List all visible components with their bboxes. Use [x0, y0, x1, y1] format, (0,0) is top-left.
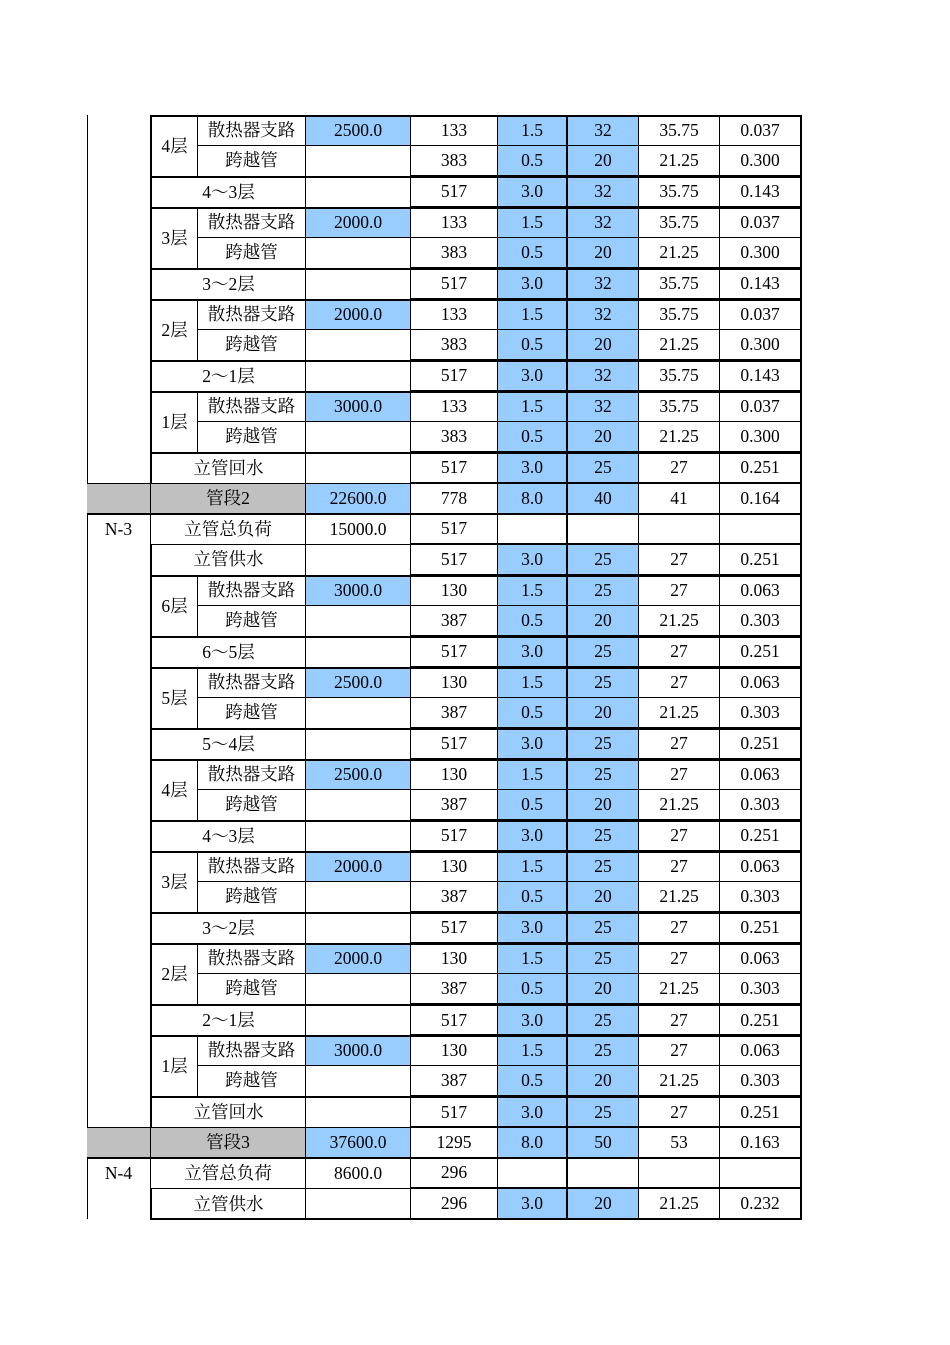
velocity-value: 8.0	[497, 483, 566, 514]
friction-value: 0.303	[719, 790, 802, 821]
radiator-branch-label: 散热器支路	[197, 667, 305, 698]
flow-value: 387	[410, 882, 497, 913]
row-label: 5～4层	[150, 728, 305, 759]
row-label: 2～1层	[150, 1004, 305, 1035]
flow-value: 130	[410, 759, 497, 790]
flow-value: 387	[410, 790, 497, 821]
inner-diameter-value: 27	[638, 820, 719, 851]
bypass-label: 跨越管	[197, 238, 305, 269]
riser-group-label: N-4	[87, 1158, 150, 1189]
radiator-branch-label: 散热器支路	[197, 851, 305, 882]
empty-cell	[638, 1158, 719, 1189]
radiator-load: 2000.0	[305, 851, 410, 882]
friction-value: 0.063	[719, 759, 802, 790]
table-bottom-border	[150, 1218, 802, 1220]
empty-load	[305, 912, 410, 943]
inner-diameter-value: 21.25	[638, 330, 719, 361]
velocity-value: 0.5	[497, 422, 566, 453]
velocity-value: 0.5	[497, 330, 566, 361]
pipe-dn-value: 20	[566, 1188, 638, 1219]
row-label: 3～2层	[150, 912, 305, 943]
velocity-value: 3.0	[497, 1096, 566, 1127]
inner-diameter-value: 21.25	[638, 698, 719, 729]
empty-load	[305, 882, 410, 913]
radiator-branch-label: 散热器支路	[197, 391, 305, 422]
inner-diameter-value: 27	[638, 728, 719, 759]
flow-value: 517	[410, 514, 497, 545]
friction-value: 0.300	[719, 146, 802, 177]
inner-diameter-value: 21.25	[638, 882, 719, 913]
radiator-branch-label: 散热器支路	[197, 943, 305, 974]
flow-value: 1295	[410, 1127, 497, 1158]
empty-load	[305, 146, 410, 177]
velocity-value: 0.5	[497, 238, 566, 269]
inner-diameter-value: 35.75	[638, 391, 719, 422]
pipe-dn-value: 32	[566, 268, 638, 299]
pipe-dn-value: 20	[566, 974, 638, 1005]
friction-value: 0.063	[719, 1035, 802, 1066]
inner-diameter-value: 21.25	[638, 146, 719, 177]
friction-value: 0.143	[719, 176, 802, 207]
floor-label: 5层	[150, 667, 197, 728]
friction-value: 0.143	[719, 360, 802, 391]
empty-load	[305, 422, 410, 453]
velocity-value: 3.0	[497, 360, 566, 391]
floor-label: 1层	[150, 1035, 197, 1096]
velocity-value: 1.5	[497, 759, 566, 790]
velocity-value: 0.5	[497, 790, 566, 821]
friction-value: 0.251	[719, 544, 802, 575]
flow-value: 517	[410, 360, 497, 391]
empty-load	[305, 1066, 410, 1097]
pipe-dn-value: 25	[566, 544, 638, 575]
pipe-dn-value: 20	[566, 790, 638, 821]
inner-diameter-value: 35.75	[638, 115, 719, 146]
bypass-label: 跨越管	[197, 974, 305, 1005]
friction-value: 0.251	[719, 1004, 802, 1035]
empty-load	[305, 176, 410, 207]
flow-value: 387	[410, 698, 497, 729]
velocity-value: 3.0	[497, 268, 566, 299]
radiator-branch-label: 散热器支路	[197, 115, 305, 146]
flow-value: 130	[410, 851, 497, 882]
flow-value: 130	[410, 667, 497, 698]
pipe-dn-value: 25	[566, 1004, 638, 1035]
floor-label: 3层	[150, 207, 197, 268]
pipe-dn-value: 25	[566, 728, 638, 759]
friction-value: 0.303	[719, 1066, 802, 1097]
velocity-value: 3.0	[497, 1004, 566, 1035]
friction-value: 0.300	[719, 422, 802, 453]
flow-value: 130	[410, 575, 497, 606]
radiator-load: 3000.0	[305, 1035, 410, 1066]
inner-diameter-value: 35.75	[638, 360, 719, 391]
empty-cell	[719, 1158, 802, 1189]
row-label: 立管总负荷	[150, 514, 305, 545]
row-label: 立管回水	[150, 1096, 305, 1127]
radiator-branch-label: 散热器支路	[197, 575, 305, 606]
pipe-dn-value: 25	[566, 759, 638, 790]
inner-diameter-value: 27	[638, 1004, 719, 1035]
inner-diameter-value: 27	[638, 1096, 719, 1127]
flow-value: 133	[410, 207, 497, 238]
flow-value: 517	[410, 820, 497, 851]
empty-load	[305, 544, 410, 575]
pipe-dn-value: 20	[566, 238, 638, 269]
bypass-label: 跨越管	[197, 606, 305, 637]
table-left-border	[87, 115, 88, 1219]
inner-diameter-value: 21.25	[638, 1188, 719, 1219]
velocity-value: 3.0	[497, 912, 566, 943]
total-load: 15000.0	[305, 514, 410, 545]
friction-value: 0.251	[719, 636, 802, 667]
friction-value: 0.251	[719, 1096, 802, 1127]
friction-value: 0.303	[719, 698, 802, 729]
pipe-dn-value: 32	[566, 391, 638, 422]
pipe-dn-value: 40	[566, 483, 638, 514]
friction-value: 0.143	[719, 268, 802, 299]
segment-gray-cell	[87, 483, 150, 514]
friction-value: 0.164	[719, 483, 802, 514]
velocity-value: 3.0	[497, 728, 566, 759]
inner-diameter-value: 27	[638, 575, 719, 606]
flow-value: 387	[410, 1066, 497, 1097]
pipe-dn-value: 25	[566, 1096, 638, 1127]
flow-value: 133	[410, 115, 497, 146]
empty-cell	[497, 514, 566, 545]
velocity-value: 3.0	[497, 636, 566, 667]
radiator-load: 2500.0	[305, 759, 410, 790]
empty-load	[305, 330, 410, 361]
inner-diameter-value: 27	[638, 452, 719, 483]
floor-label: 3层	[150, 851, 197, 912]
flow-value: 296	[410, 1188, 497, 1219]
row-label: 4～3层	[150, 820, 305, 851]
friction-value: 0.063	[719, 943, 802, 974]
empty-load	[305, 974, 410, 1005]
friction-value: 0.063	[719, 667, 802, 698]
pipe-dn-value: 20	[566, 882, 638, 913]
radiator-load: 2500.0	[305, 667, 410, 698]
flow-value: 130	[410, 1035, 497, 1066]
velocity-value: 8.0	[497, 1127, 566, 1158]
empty-load	[305, 1004, 410, 1035]
row-label: 立管供水	[150, 544, 305, 575]
pipe-dn-value: 25	[566, 912, 638, 943]
inner-diameter-value: 41	[638, 483, 719, 514]
flow-value: 130	[410, 943, 497, 974]
empty-cell	[566, 1158, 638, 1189]
flow-value: 133	[410, 299, 497, 330]
empty-load	[305, 606, 410, 637]
empty-cell	[497, 1158, 566, 1189]
inner-diameter-value: 35.75	[638, 268, 719, 299]
inner-diameter-value: 21.25	[638, 422, 719, 453]
velocity-value: 3.0	[497, 544, 566, 575]
pipe-dn-value: 20	[566, 698, 638, 729]
radiator-branch-label: 散热器支路	[197, 207, 305, 238]
inner-diameter-value: 27	[638, 667, 719, 698]
velocity-value: 0.5	[497, 882, 566, 913]
friction-value: 0.251	[719, 452, 802, 483]
inner-diameter-value: 27	[638, 1035, 719, 1066]
inner-diameter-value: 21.25	[638, 974, 719, 1005]
radiator-branch-label: 散热器支路	[197, 299, 305, 330]
row-label: 2～1层	[150, 360, 305, 391]
friction-value: 0.251	[719, 912, 802, 943]
pipe-dn-value: 20	[566, 422, 638, 453]
empty-load	[305, 360, 410, 391]
pipe-dn-value: 25	[566, 820, 638, 851]
flow-value: 383	[410, 422, 497, 453]
friction-value: 0.063	[719, 851, 802, 882]
row-label: 4～3层	[150, 176, 305, 207]
riser-group-label: N-3	[87, 514, 150, 545]
pipe-dn-value: 25	[566, 943, 638, 974]
row-label: 3～2层	[150, 268, 305, 299]
friction-value: 0.303	[719, 974, 802, 1005]
pipe-dn-value: 32	[566, 176, 638, 207]
pipe-dn-value: 32	[566, 115, 638, 146]
pipe-dn-value: 20	[566, 146, 638, 177]
pipe-dn-value: 20	[566, 330, 638, 361]
inner-diameter-value: 27	[638, 759, 719, 790]
radiator-branch-label: 散热器支路	[197, 1035, 305, 1066]
velocity-value: 1.5	[497, 207, 566, 238]
bypass-label: 跨越管	[197, 422, 305, 453]
flow-value: 517	[410, 452, 497, 483]
flow-value: 387	[410, 606, 497, 637]
friction-value: 0.037	[719, 115, 802, 146]
floor-label: 2层	[150, 943, 197, 1004]
segment-label: 管段2	[150, 483, 305, 514]
inner-diameter-value: 21.25	[638, 238, 719, 269]
bypass-label: 跨越管	[197, 330, 305, 361]
segment-load: 22600.0	[305, 483, 410, 514]
empty-load	[305, 790, 410, 821]
velocity-value: 0.5	[497, 698, 566, 729]
empty-load	[305, 1096, 410, 1127]
row-label: 立管总负荷	[150, 1158, 305, 1189]
inner-diameter-value: 35.75	[638, 207, 719, 238]
flow-value: 517	[410, 1004, 497, 1035]
radiator-load: 2500.0	[305, 115, 410, 146]
empty-load	[305, 636, 410, 667]
velocity-value: 3.0	[497, 820, 566, 851]
inner-diameter-value: 27	[638, 912, 719, 943]
inner-diameter-value: 21.25	[638, 606, 719, 637]
inner-diameter-value: 35.75	[638, 299, 719, 330]
friction-value: 0.037	[719, 207, 802, 238]
friction-value: 0.300	[719, 330, 802, 361]
friction-value: 0.300	[719, 238, 802, 269]
friction-value: 0.037	[719, 391, 802, 422]
friction-value: 0.251	[719, 820, 802, 851]
velocity-value: 1.5	[497, 575, 566, 606]
empty-load	[305, 268, 410, 299]
empty-load	[305, 728, 410, 759]
flow-value: 383	[410, 146, 497, 177]
velocity-value: 1.5	[497, 851, 566, 882]
flow-value: 778	[410, 483, 497, 514]
friction-value: 0.163	[719, 1127, 802, 1158]
pipe-dn-value: 25	[566, 851, 638, 882]
empty-cell	[638, 514, 719, 545]
floor-label: 4层	[150, 759, 197, 820]
empty-load	[305, 452, 410, 483]
flow-value: 517	[410, 728, 497, 759]
row-label: 立管供水	[150, 1188, 305, 1219]
velocity-value: 1.5	[497, 391, 566, 422]
radiator-load: 2000.0	[305, 943, 410, 974]
flow-value: 517	[410, 268, 497, 299]
segment-load: 37600.0	[305, 1127, 410, 1158]
velocity-value: 1.5	[497, 943, 566, 974]
inner-diameter-value: 21.25	[638, 1066, 719, 1097]
pipe-dn-value: 50	[566, 1127, 638, 1158]
friction-value: 0.251	[719, 728, 802, 759]
velocity-value: 1.5	[497, 667, 566, 698]
inner-diameter-value: 53	[638, 1127, 719, 1158]
total-load: 8600.0	[305, 1158, 410, 1189]
bypass-label: 跨越管	[197, 790, 305, 821]
inner-diameter-value: 27	[638, 544, 719, 575]
pipe-dn-value: 25	[566, 575, 638, 606]
empty-cell	[719, 514, 802, 545]
friction-value: 0.303	[719, 606, 802, 637]
velocity-value: 3.0	[497, 176, 566, 207]
velocity-value: 1.5	[497, 115, 566, 146]
pipe-dn-value: 32	[566, 360, 638, 391]
velocity-value: 0.5	[497, 974, 566, 1005]
inner-diameter-value: 35.75	[638, 176, 719, 207]
flow-value: 517	[410, 636, 497, 667]
flow-value: 383	[410, 330, 497, 361]
floor-label: 1层	[150, 391, 197, 452]
flow-value: 383	[410, 238, 497, 269]
bypass-label: 跨越管	[197, 698, 305, 729]
velocity-value: 1.5	[497, 299, 566, 330]
inner-diameter-value: 21.25	[638, 790, 719, 821]
pipe-dn-value: 25	[566, 452, 638, 483]
row-label: 立管回水	[150, 452, 305, 483]
bypass-label: 跨越管	[197, 1066, 305, 1097]
row-label: 6～5层	[150, 636, 305, 667]
floor-label: 4层	[150, 115, 197, 176]
velocity-value: 3.0	[497, 1188, 566, 1219]
pipe-dn-value: 20	[566, 606, 638, 637]
radiator-load: 2000.0	[305, 299, 410, 330]
floor-label: 2层	[150, 299, 197, 360]
velocity-value: 3.0	[497, 452, 566, 483]
velocity-value: 0.5	[497, 1066, 566, 1097]
velocity-value: 1.5	[497, 1035, 566, 1066]
flow-value: 517	[410, 176, 497, 207]
segment-gray-cell	[87, 1127, 150, 1158]
friction-value: 0.037	[719, 299, 802, 330]
bypass-label: 跨越管	[197, 146, 305, 177]
friction-value: 0.232	[719, 1188, 802, 1219]
friction-value: 0.063	[719, 575, 802, 606]
flow-value: 387	[410, 974, 497, 1005]
flow-value: 133	[410, 391, 497, 422]
flow-value: 517	[410, 1096, 497, 1127]
velocity-value: 0.5	[497, 146, 566, 177]
segment-label: 管段3	[150, 1127, 305, 1158]
inner-diameter-value: 27	[638, 851, 719, 882]
flow-value: 296	[410, 1158, 497, 1189]
bypass-label: 跨越管	[197, 882, 305, 913]
empty-load	[305, 1188, 410, 1219]
flow-value: 517	[410, 544, 497, 575]
friction-value: 0.303	[719, 882, 802, 913]
empty-load	[305, 698, 410, 729]
pipe-dn-value: 20	[566, 1066, 638, 1097]
pipe-dn-value: 25	[566, 636, 638, 667]
pipe-dn-value: 32	[566, 299, 638, 330]
empty-cell	[566, 514, 638, 545]
flow-value: 517	[410, 912, 497, 943]
pipe-dn-value: 25	[566, 1035, 638, 1066]
radiator-load: 2000.0	[305, 207, 410, 238]
floor-label: 6层	[150, 575, 197, 636]
radiator-load: 3000.0	[305, 391, 410, 422]
empty-load	[305, 820, 410, 851]
pipe-dn-value: 32	[566, 207, 638, 238]
pipe-dn-value: 25	[566, 667, 638, 698]
inner-diameter-value: 27	[638, 943, 719, 974]
inner-diameter-value: 27	[638, 636, 719, 667]
radiator-branch-label: 散热器支路	[197, 759, 305, 790]
velocity-value: 0.5	[497, 606, 566, 637]
empty-load	[305, 238, 410, 269]
radiator-load: 3000.0	[305, 575, 410, 606]
